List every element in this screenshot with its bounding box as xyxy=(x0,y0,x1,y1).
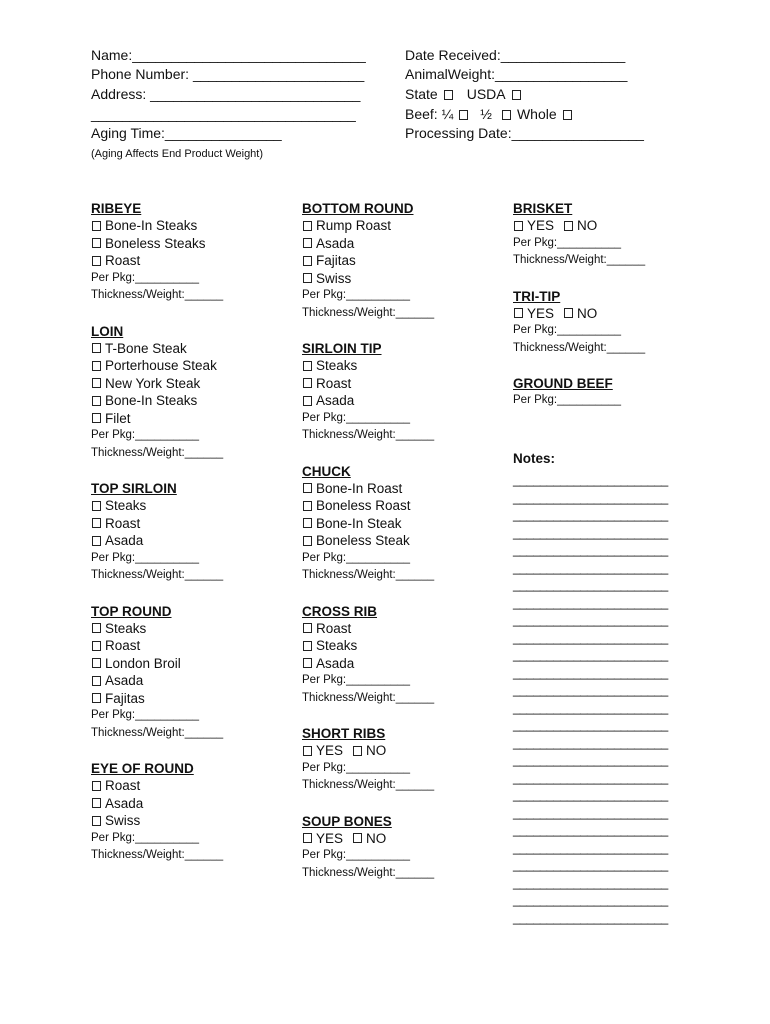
option-label: Fajitas xyxy=(316,253,356,268)
beef-portion-row xyxy=(405,106,576,123)
checkbox-icon[interactable] xyxy=(303,273,312,283)
checkbox-icon[interactable] xyxy=(92,221,101,231)
yes-checkbox[interactable] xyxy=(303,833,312,843)
half-checkbox[interactable] xyxy=(502,110,511,120)
option-bone-in-steaks[interactable] xyxy=(91,217,291,235)
per-package-field[interactable]: Per Pkg:__________ xyxy=(302,761,411,774)
per-package-field[interactable]: Per Pkg:__________ xyxy=(513,324,622,336)
checkbox-icon[interactable] xyxy=(92,816,101,826)
cuts-column-3 xyxy=(513,200,713,410)
option-label: Bone-In Roast xyxy=(316,480,403,496)
cuts-column-2 xyxy=(302,200,502,882)
section-title: EYE OF ROUND xyxy=(91,761,194,776)
section-title: GROUND BEEF xyxy=(513,376,613,391)
option-fajitas[interactable] xyxy=(302,252,502,270)
option-roast[interactable] xyxy=(91,515,291,533)
option-steaks[interactable] xyxy=(91,620,291,638)
option-label: Roast xyxy=(105,253,141,268)
no-checkbox[interactable] xyxy=(564,308,573,318)
no-label: NO xyxy=(366,743,387,758)
notes-line[interactable]: _______________________ xyxy=(513,559,668,575)
option-label: Asada xyxy=(316,655,355,671)
thickness-weight-field[interactable]: Thickness/Weight:______ xyxy=(302,429,435,441)
option-label: Boneless Roast xyxy=(316,498,411,513)
half-label: ½ xyxy=(480,106,492,122)
yes-no-row xyxy=(302,830,502,848)
option-label: Asada xyxy=(105,795,144,811)
option-label: Filet xyxy=(105,410,131,426)
notes-line[interactable]: _______________________ xyxy=(513,472,668,487)
option-filet[interactable] xyxy=(91,410,291,428)
checkbox-icon[interactable] xyxy=(92,396,101,406)
checkbox-icon[interactable] xyxy=(92,798,101,808)
option-label: Bone-In Steaks xyxy=(105,218,198,233)
thickness-weight-field[interactable]: Thickness/Weight:______ xyxy=(513,254,646,266)
yes-label: YES xyxy=(527,218,555,233)
section-top-sirloin xyxy=(91,480,291,585)
thickness-weight-field[interactable]: Thickness/Weight:______ xyxy=(302,691,435,704)
state-label: State xyxy=(405,86,438,102)
per-package-field[interactable]: Per Pkg:__________ xyxy=(302,289,411,301)
section-title: SIRLOIN TIP xyxy=(302,341,382,356)
option-label: Bone-In Steak xyxy=(316,515,402,531)
checkbox-icon[interactable] xyxy=(303,501,312,511)
checkbox-icon[interactable] xyxy=(92,238,101,248)
checkbox-icon[interactable] xyxy=(92,536,101,546)
option-swiss[interactable] xyxy=(91,812,291,830)
checkbox-icon[interactable] xyxy=(303,378,312,388)
no-label: NO xyxy=(577,305,598,321)
option-steaks[interactable] xyxy=(302,637,502,655)
thickness-weight-field[interactable]: Thickness/Weight:______ xyxy=(91,726,224,739)
section-short-ribs xyxy=(302,725,502,795)
notes-line[interactable]: _______________________ xyxy=(513,804,668,820)
section-chuck xyxy=(302,463,502,585)
option-asada[interactable] xyxy=(302,655,502,673)
option-label: T-Bone Steak xyxy=(105,340,187,356)
checkbox-icon[interactable] xyxy=(92,623,101,633)
option-rump-roast[interactable] xyxy=(302,217,502,235)
per-package-field[interactable]: Per Pkg:__________ xyxy=(513,236,622,249)
option-label: Roast xyxy=(105,638,141,653)
yes-no-row xyxy=(513,305,713,323)
yes-label: YES xyxy=(527,305,555,321)
notes-line[interactable]: _______________________ xyxy=(513,594,668,610)
section-eye-of-round xyxy=(91,760,291,865)
option-label: Steaks xyxy=(105,498,147,513)
option-steaks[interactable] xyxy=(302,357,502,375)
option-new-york-steak[interactable] xyxy=(91,375,291,393)
per-package-field[interactable]: Per Pkg:__________ xyxy=(302,411,411,424)
no-checkbox[interactable] xyxy=(353,833,362,843)
option-label: Roast xyxy=(316,375,352,391)
option-label: Bone-In Steaks xyxy=(105,393,198,408)
option-boneless-steak[interactable] xyxy=(302,532,502,550)
notes-line[interactable]: _______________________ xyxy=(513,507,668,522)
checkbox-icon[interactable] xyxy=(303,221,312,231)
checkbox-icon[interactable] xyxy=(303,361,312,371)
option-boneless-steaks[interactable] xyxy=(91,235,291,253)
option-label: Fajitas xyxy=(105,690,145,706)
option-label: Roast xyxy=(105,515,141,531)
address-line-2-field[interactable]: __________________________________ xyxy=(91,106,356,122)
checkbox-icon[interactable] xyxy=(303,518,312,528)
section-title: TOP ROUND xyxy=(91,603,172,619)
section-loin xyxy=(91,323,291,463)
checkbox-icon[interactable] xyxy=(303,396,312,406)
checkbox-icon[interactable] xyxy=(92,413,101,423)
checkbox-icon[interactable] xyxy=(303,256,312,266)
section-ribeye xyxy=(91,200,291,305)
section-brisket xyxy=(513,200,713,270)
notes-line[interactable]: _______________________ xyxy=(513,857,668,872)
checkbox-icon[interactable] xyxy=(303,238,312,248)
option-bone-in-steaks[interactable] xyxy=(91,392,291,410)
option-bone-in-roast[interactable] xyxy=(302,480,502,498)
option-asada[interactable] xyxy=(91,672,291,690)
option-swiss[interactable] xyxy=(302,270,502,288)
option-roast[interactable] xyxy=(302,620,502,638)
option-asada[interactable] xyxy=(91,532,291,550)
per-package-field[interactable]: Per Pkg:__________ xyxy=(513,394,622,406)
option-roast[interactable] xyxy=(91,252,291,270)
checkbox-icon[interactable] xyxy=(92,518,101,528)
option-asada[interactable] xyxy=(91,795,291,813)
checkbox-icon[interactable] xyxy=(303,483,312,493)
notes-line[interactable]: _______________________ xyxy=(513,629,668,645)
option-label: Steaks xyxy=(105,620,147,636)
section-tri-tip xyxy=(513,288,713,358)
notes-section xyxy=(513,450,713,926)
address-field[interactable]: Address: ___________________________ xyxy=(91,86,361,102)
per-package-field[interactable]: Per Pkg:__________ xyxy=(302,674,411,686)
thickness-weight-field[interactable]: Thickness/Weight:______ xyxy=(91,289,224,301)
section-title: RIBEYE xyxy=(91,201,142,216)
notes-line[interactable]: _______________________ xyxy=(513,874,668,890)
option-label: London Broil xyxy=(105,655,181,671)
option-porterhouse-steak[interactable] xyxy=(91,357,291,375)
state-checkbox[interactable] xyxy=(444,90,453,100)
notes-line[interactable]: _______________________ xyxy=(513,769,668,785)
option-label: Boneless Steak xyxy=(316,533,410,548)
checkbox-icon[interactable] xyxy=(92,693,101,703)
no-checkbox[interactable] xyxy=(564,221,573,231)
notes-line[interactable]: _______________________ xyxy=(513,752,668,767)
section-top-round xyxy=(91,603,291,743)
yes-no-row xyxy=(513,217,713,235)
notes-line[interactable]: _______________________ xyxy=(513,647,668,662)
quarter-label: Beef: ¼ xyxy=(405,106,454,122)
per-package-field[interactable]: Per Pkg:__________ xyxy=(91,709,200,721)
per-package-field[interactable]: Per Pkg:__________ xyxy=(302,849,411,861)
notes-line[interactable]: _______________________ xyxy=(513,822,668,837)
option-boneless-roast[interactable] xyxy=(302,497,502,515)
notes-line[interactable]: _______________________ xyxy=(513,524,668,540)
yes-checkbox[interactable] xyxy=(303,746,312,756)
cuts-column-1 xyxy=(91,200,291,865)
option-asada[interactable] xyxy=(302,235,502,253)
phone-number-field[interactable]: Phone Number: ______________________ xyxy=(91,66,365,82)
section-title: CROSS RIB xyxy=(302,603,378,619)
notes-line[interactable]: _______________________ xyxy=(513,699,668,715)
checkbox-icon[interactable] xyxy=(92,361,101,371)
section-title: TRI-TIP xyxy=(513,288,561,304)
thickness-weight-field[interactable]: Thickness/Weight:______ xyxy=(302,569,435,581)
yes-label: YES xyxy=(316,830,344,846)
section-title: CHUCK xyxy=(302,463,351,479)
date-received-field[interactable]: Date Received:________________ xyxy=(405,47,626,63)
option-label: New York Steak xyxy=(105,375,201,391)
option-steaks[interactable] xyxy=(91,497,291,515)
option-roast[interactable] xyxy=(91,637,291,655)
aging-note: (Aging Affects End Product Weight) xyxy=(91,148,264,160)
notes-label: Notes: xyxy=(513,451,556,466)
processing-date-field[interactable]: Processing Date:_________________ xyxy=(405,125,644,141)
checkbox-icon[interactable] xyxy=(92,781,101,791)
option-label: Steaks xyxy=(316,358,358,373)
per-package-field[interactable]: Per Pkg:__________ xyxy=(302,551,411,564)
no-checkbox[interactable] xyxy=(353,746,362,756)
yes-label: YES xyxy=(316,743,344,758)
notes-line[interactable]: _______________________ xyxy=(513,489,668,505)
section-title: SHORT RIBS xyxy=(302,726,386,741)
checkbox-icon[interactable] xyxy=(92,256,101,266)
option-t-bone-steak[interactable] xyxy=(91,340,291,358)
thickness-weight-field[interactable]: Thickness/Weight:______ xyxy=(513,341,646,354)
notes-line[interactable]: _______________________ xyxy=(513,682,668,697)
usda-checkbox[interactable] xyxy=(512,90,521,100)
option-bone-in-steak[interactable] xyxy=(302,515,502,533)
option-label: Roast xyxy=(316,620,352,636)
checkbox-icon[interactable] xyxy=(92,501,101,511)
checkbox-icon[interactable] xyxy=(92,641,101,651)
section-title: BRISKET xyxy=(513,201,573,216)
option-label: Asada xyxy=(105,673,144,688)
aging-time-field[interactable]: Aging Time:_______________ xyxy=(91,125,282,141)
usda-label: USDA xyxy=(466,86,506,102)
section-title: TOP SIRLOIN xyxy=(91,481,177,496)
checkbox-icon[interactable] xyxy=(92,343,101,353)
animal-weight-field[interactable]: AnimalWeight:_________________ xyxy=(405,66,628,82)
no-label: NO xyxy=(577,218,598,233)
notes-lines xyxy=(513,471,713,926)
notes-line[interactable]: _______________________ xyxy=(513,734,668,750)
option-label: Roast xyxy=(105,778,141,793)
checkbox-icon[interactable] xyxy=(303,623,312,633)
option-roast[interactable] xyxy=(302,375,502,393)
option-asada[interactable] xyxy=(302,392,502,410)
thickness-weight-field[interactable]: Thickness/Weight:______ xyxy=(302,779,435,791)
checkbox-icon[interactable] xyxy=(303,658,312,668)
quarter-checkbox[interactable] xyxy=(459,110,468,120)
option-label: Swiss xyxy=(316,270,352,286)
option-label: Asada xyxy=(316,393,355,408)
per-package-field[interactable]: Per Pkg:__________ xyxy=(91,551,200,564)
section-ground-beef xyxy=(513,375,713,410)
checkbox-icon[interactable] xyxy=(303,641,312,651)
whole-label: Whole xyxy=(516,106,557,122)
option-label: Boneless Steaks xyxy=(105,235,206,251)
checkbox-icon[interactable] xyxy=(92,676,101,686)
no-label: NO xyxy=(366,830,387,846)
per-package-field[interactable]: Per Pkg:__________ xyxy=(91,429,200,441)
option-label: Swiss xyxy=(105,813,141,828)
section-sirloin-tip xyxy=(302,340,502,445)
checkbox-icon[interactable] xyxy=(92,378,101,388)
inspection-row xyxy=(405,86,525,103)
thickness-weight-field[interactable]: Thickness/Weight:______ xyxy=(91,849,224,861)
option-london-broil[interactable] xyxy=(91,655,291,673)
checkbox-icon[interactable] xyxy=(303,536,312,546)
notes-line[interactable]: _______________________ xyxy=(513,577,668,592)
section-title: SOUP BONES xyxy=(302,813,392,829)
option-fajitas[interactable] xyxy=(91,690,291,708)
section-title: BOTTOM ROUND xyxy=(302,201,414,216)
thickness-weight-field[interactable]: Thickness/Weight:______ xyxy=(302,306,435,319)
notes-line[interactable]: _______________________ xyxy=(513,717,668,732)
checkbox-icon[interactable] xyxy=(92,658,101,668)
per-package-field[interactable]: Per Pkg:__________ xyxy=(91,271,200,284)
per-package-field[interactable]: Per Pkg:__________ xyxy=(91,831,200,844)
notes-line[interactable]: _______________________ xyxy=(513,839,668,855)
section-soup-bones xyxy=(302,813,502,883)
notes-line[interactable]: _______________________ xyxy=(513,612,668,627)
thickness-weight-field[interactable]: Thickness/Weight:______ xyxy=(91,446,224,459)
thickness-weight-field[interactable]: Thickness/Weight:______ xyxy=(91,569,224,581)
yes-checkbox[interactable] xyxy=(514,221,523,231)
option-label: Rump Roast xyxy=(316,218,392,233)
section-title: LOIN xyxy=(91,323,124,339)
thickness-weight-field[interactable]: Thickness/Weight:______ xyxy=(302,866,435,879)
section-cross-rib xyxy=(302,603,502,708)
notes-line[interactable]: _______________________ xyxy=(513,787,668,802)
option-label: Asada xyxy=(105,533,144,548)
option-label: Steaks xyxy=(316,638,358,653)
notes-line[interactable]: _______________________ xyxy=(513,664,668,680)
notes-line[interactable]: _______________________ xyxy=(513,542,668,557)
whole-checkbox[interactable] xyxy=(563,110,572,120)
notes-line[interactable]: _______________________ xyxy=(513,909,668,925)
option-label: Asada xyxy=(316,235,355,251)
section-bottom-round xyxy=(302,200,502,322)
notes-line[interactable]: _______________________ xyxy=(513,892,668,907)
name-field[interactable]: Name:______________________________ xyxy=(91,47,366,63)
yes-checkbox[interactable] xyxy=(514,308,523,318)
option-roast[interactable] xyxy=(91,777,291,795)
option-label: Porterhouse Steak xyxy=(105,358,217,373)
yes-no-row xyxy=(302,742,502,760)
